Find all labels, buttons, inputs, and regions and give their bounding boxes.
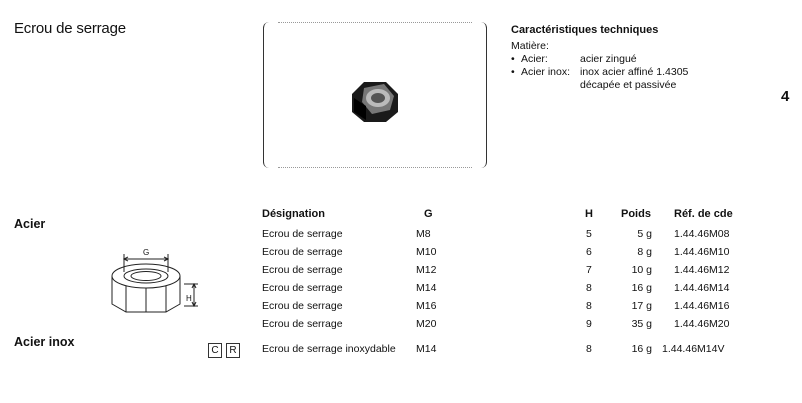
col-header-designation: Désignation bbox=[262, 208, 325, 220]
row-designation: Ecrou de serrage bbox=[262, 246, 343, 258]
nut-technical-drawing bbox=[108, 246, 208, 324]
approval-badges bbox=[208, 340, 244, 358]
row-weight: 8 g bbox=[637, 246, 652, 258]
row-height: 7 bbox=[586, 264, 592, 276]
row-weight: 35 g bbox=[631, 318, 652, 330]
row-height: 8 bbox=[586, 300, 592, 312]
specs-heading: Caractéristiques techniques bbox=[511, 24, 659, 36]
spec-value-inox-2: décapée et passivée bbox=[580, 79, 677, 91]
row-thread-size: M14 bbox=[416, 282, 437, 294]
material-label: Matière: bbox=[511, 40, 549, 52]
row-designation: Ecrou de serrage bbox=[262, 318, 343, 330]
spec-label-inox: Acier inox: bbox=[521, 66, 571, 78]
dimension-label-g: G bbox=[143, 248, 150, 257]
inox-row-thread-size: M14 bbox=[416, 343, 437, 355]
spec-value-steel: acier zingué bbox=[580, 53, 637, 65]
col-header-h: H bbox=[585, 208, 593, 220]
page-title: Ecrou de serrage bbox=[14, 20, 126, 37]
col-header-weight: Poids bbox=[621, 208, 651, 220]
row-designation: Ecrou de serrage bbox=[262, 300, 343, 312]
col-header-ref: Réf. de cde bbox=[674, 208, 733, 220]
row-weight: 10 g bbox=[631, 264, 652, 276]
row-height: 6 bbox=[586, 246, 592, 258]
inox-row-designation: Ecrou de serrage inoxydable bbox=[262, 343, 396, 355]
badge-c: C bbox=[208, 343, 222, 358]
page-number: 4 bbox=[781, 88, 790, 105]
row-order-ref: 1.44.46M12 bbox=[674, 264, 730, 276]
row-height: 5 bbox=[586, 228, 592, 240]
inox-row-weight: 16 g bbox=[631, 343, 652, 355]
row-order-ref: 1.44.46M20 bbox=[674, 318, 730, 330]
spec-value-inox: inox acier affiné 1.4305 bbox=[580, 66, 689, 78]
row-thread-size: M10 bbox=[416, 246, 437, 258]
nut-photo bbox=[344, 76, 404, 128]
row-weight: 5 g bbox=[637, 228, 652, 240]
section-label-steel: Acier bbox=[14, 217, 46, 231]
spec-bullet: • bbox=[511, 53, 515, 65]
inox-row-order-ref: 1.44.46M14V bbox=[662, 343, 725, 355]
row-designation: Ecrou de serrage bbox=[262, 228, 343, 240]
row-designation: Ecrou de serrage bbox=[262, 264, 343, 276]
row-thread-size: M16 bbox=[416, 300, 437, 312]
inox-row-height: 8 bbox=[586, 343, 592, 355]
row-thread-size: M12 bbox=[416, 264, 437, 276]
row-order-ref: 1.44.46M10 bbox=[674, 246, 730, 258]
row-height: 9 bbox=[586, 318, 592, 330]
row-weight: 17 g bbox=[631, 300, 652, 312]
row-order-ref: 1.44.46M16 bbox=[674, 300, 730, 312]
spec-bullet: • bbox=[511, 66, 515, 78]
row-order-ref: 1.44.46M14 bbox=[674, 282, 730, 294]
row-thread-size: M20 bbox=[416, 318, 437, 330]
row-thread-size: M8 bbox=[416, 228, 431, 240]
row-order-ref: 1.44.46M08 bbox=[674, 228, 730, 240]
section-label-stainless: Acier inox bbox=[14, 335, 75, 349]
badge-r: R bbox=[226, 343, 240, 358]
dimension-label-h: H bbox=[186, 294, 192, 303]
col-header-g: G bbox=[424, 208, 433, 220]
row-height: 8 bbox=[586, 282, 592, 294]
spec-label-steel: Acier: bbox=[521, 53, 548, 65]
row-weight: 16 g bbox=[631, 282, 652, 294]
row-designation: Ecrou de serrage bbox=[262, 282, 343, 294]
